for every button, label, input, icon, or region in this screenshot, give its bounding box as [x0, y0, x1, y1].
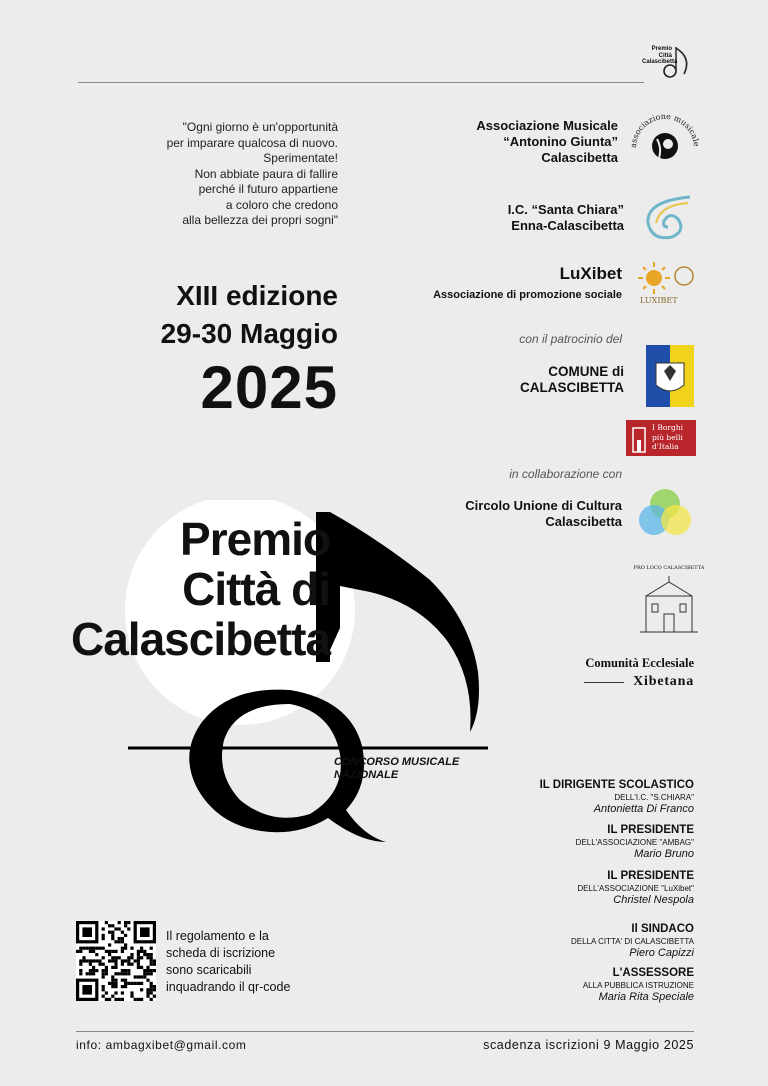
dates-line: 29-30 Maggio [160, 318, 338, 349]
quote-line: perché il futuro appartiene [198, 182, 338, 196]
signature-block [576, 823, 694, 861]
qr-text-line: inquadrando il qr-code [166, 980, 291, 994]
signature-name: Mario Bruno [634, 848, 694, 860]
signature-role: IL PRESIDENTE [607, 824, 694, 836]
signature-of: DELL'ASSOCIAZIONE "AMBAG" [575, 838, 694, 847]
luxibet-logo-text: LUXIBET [640, 296, 678, 305]
luxibet-subtitle: Associazione di promozione sociale [433, 289, 622, 301]
footer-email[interactable]: info: ambagxibet@gmail.com [76, 1038, 247, 1052]
signature-block [577, 869, 694, 907]
comune-line: COMUNE di [548, 364, 624, 379]
bottom-rule [76, 1031, 694, 1032]
signature-block [583, 966, 694, 1004]
circolo-line: Circolo Unione di Cultura [465, 498, 622, 513]
tower-icon [628, 420, 650, 456]
top-premio-logo [640, 44, 696, 80]
borghi-line: più belli [652, 432, 683, 442]
quote [150, 120, 338, 229]
patronage-label: con il patrocinio del [519, 332, 622, 346]
top-logo-line: Premio [651, 46, 672, 52]
qr-text-line: sono scaricabili [166, 963, 252, 977]
proloco-logo [638, 574, 700, 636]
edition-line: XIII edizione [176, 280, 338, 311]
school-line: Enna-Calascibetta [511, 218, 624, 233]
main-title-line: Calascibetta [70, 613, 330, 665]
quote-line: Sperimentate! [263, 151, 338, 165]
main-title-line: Città di [182, 563, 330, 615]
sun-icon [634, 260, 698, 300]
comune-crest [646, 345, 694, 407]
signature-role: IL PRESIDENTE [607, 870, 694, 882]
signature-of: DELL'I.C. "S.CHIARA" [614, 793, 694, 802]
school-org [430, 202, 624, 234]
borghi-line: I Borghi [652, 423, 683, 432]
signature-name: Piero Capizzi [629, 947, 694, 959]
signature-block [540, 778, 694, 816]
signature-of: DELLA CITTA' DI CALASCIBETTA [570, 937, 694, 946]
borghi-logo [626, 420, 696, 456]
school-logo [640, 193, 696, 245]
proloco-label: PRO LOCO CALASCIBETTA [633, 565, 705, 571]
ambag-line: Calascibetta [541, 150, 618, 165]
ambag-line: “Antonino Giunta” [503, 134, 618, 149]
ambag-seal-text: associazione musicale [628, 111, 702, 149]
circolo-line: Calascibetta [545, 514, 622, 529]
circolo-logo [634, 487, 696, 539]
ambag-line: Associazione Musicale [476, 118, 618, 133]
spiral-icon [640, 193, 696, 245]
quote-line: "Ogni giorno è un'opportunità [182, 120, 338, 134]
quote-line: Non abbiate paura di fallire [194, 166, 338, 181]
main-title-line: Premio [180, 513, 330, 565]
comunita-line2: Xibetana [633, 674, 694, 689]
footer-deadline: scadenza iscrizioni 9 Maggio 2025 [483, 1038, 694, 1052]
luxibet-name: LuXibet [559, 264, 622, 283]
signature-role: Il SINDACO [631, 923, 694, 935]
circles-icon [634, 487, 696, 539]
signature-name: Maria Rita Speciale [598, 991, 694, 1003]
top-rule [78, 82, 644, 83]
luxibet-logo [634, 260, 698, 310]
ambag-org [430, 118, 618, 166]
signature-name: Antonietta Di Franco [593, 803, 694, 815]
qr-code[interactable] [76, 921, 156, 1001]
school-line: I.C. “Santa Chiara” [507, 202, 624, 217]
main-title [40, 514, 330, 664]
top-logo-line: Calascibetta [642, 59, 678, 65]
borghi-line: d'Italia [652, 442, 679, 451]
year: 2025 [200, 354, 338, 421]
signature-role: IL DIRIGENTE SCOLASTICO [539, 779, 694, 791]
signature-role: L'ASSESSORE [612, 967, 694, 979]
collab-label: in collaborazione con [509, 467, 622, 481]
subtitle-line: CONCORSO MUSICALE [334, 756, 460, 768]
top-logo-line: Città [658, 52, 672, 59]
qr-text-line: scheda di iscrizione [166, 946, 276, 960]
comune-line: CALASCIBETTA [520, 380, 624, 395]
signature-name: Christel Nespola [613, 894, 694, 906]
ambag-logo [626, 108, 704, 180]
comune-org [460, 364, 624, 396]
comunita-line1: Comunità Ecclesiale [585, 656, 694, 670]
signature-block [571, 922, 694, 960]
qr-text [166, 928, 290, 996]
subtitle-line: NAZIONALE [334, 769, 399, 781]
signature-of: DELL'ASSOCIAZIONE "LuXibet" [577, 884, 694, 893]
quote-line: alla bellezza dei propri sogni" [182, 213, 338, 227]
crest-icon [646, 345, 694, 407]
quote-line: per imparare qualcosa di nuovo. [166, 135, 338, 150]
quote-line: a coloro che credono [225, 197, 338, 212]
qr-text-line: Il regolamento e la [166, 929, 269, 943]
signature-of: ALLA PUBBLICA ISTRUZIONE [582, 981, 694, 990]
ambag-seal-icon [626, 108, 704, 180]
church-icon [638, 574, 700, 636]
subtitle [334, 756, 459, 782]
